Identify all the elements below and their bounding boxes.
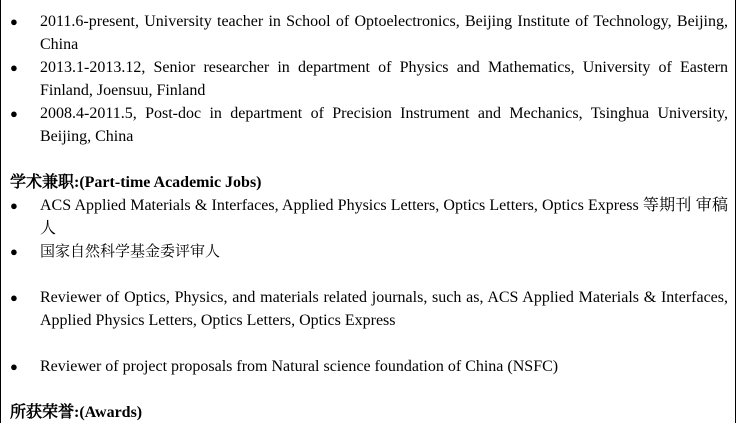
spacer: [10, 263, 728, 286]
academic-job-item-1: ACS Applied Materials & Interfaces, Applied Physics Letters, Optics Letters, Optics Express 等期刊 审稿人: [40, 197, 728, 237]
spacer: [10, 148, 728, 171]
list-item: [10, 286, 728, 332]
bullet-icon: ●: [10, 14, 18, 29]
academic-job-item-2: 国家自然科学基金委评审人: [40, 242, 221, 260]
experience-item-2: 2013.1-2013.12, Senior researcher in department of Physics and Mathematics, University of Eastern Finland, Joensuu, Finland: [40, 59, 728, 99]
section-title-awards: 所获荣誉:(Awards): [10, 404, 143, 421]
experience-item-3: 2008.4-2011.5, Post-doc in department of Precision Instrument and Mechanics, Tsinghua University, Beijing, China: [40, 105, 728, 145]
spacer: [10, 332, 728, 355]
bullet-icon: ●: [10, 60, 18, 75]
list-item: [10, 194, 728, 240]
bullet-icon: ●: [10, 290, 18, 305]
section-title-academic-jobs: 学术兼职:(Part-time Academic Jobs): [10, 174, 262, 191]
list-item: [10, 355, 728, 378]
bullet-icon: ●: [10, 244, 18, 259]
list-item: [10, 56, 728, 102]
experience-list: [10, 10, 728, 148]
bullet-icon: ●: [10, 106, 18, 121]
spacer: [10, 378, 728, 401]
document-content: [10, 0, 728, 424]
experience-item-1: 2011.6-present, University teacher in School of Optoelectronics, Beijing Institute of Technology, Beijing, China: [40, 13, 728, 53]
academic-job-item-4: Reviewer of project proposals from Natural science foundation of China (NSFC): [40, 358, 559, 375]
academic-jobs-list: [10, 194, 728, 378]
bullet-icon: ●: [10, 198, 18, 213]
academic-job-item-3: Reviewer of Optics, Physics, and materials related journals, such as, ACS Applied Materials & Interfaces, Applied Physics Letters, Optics Letters, Optics Express: [40, 289, 728, 329]
list-item: [10, 10, 728, 56]
list-item: [10, 102, 728, 148]
bullet-icon: ●: [10, 359, 18, 374]
list-item: [10, 240, 728, 263]
